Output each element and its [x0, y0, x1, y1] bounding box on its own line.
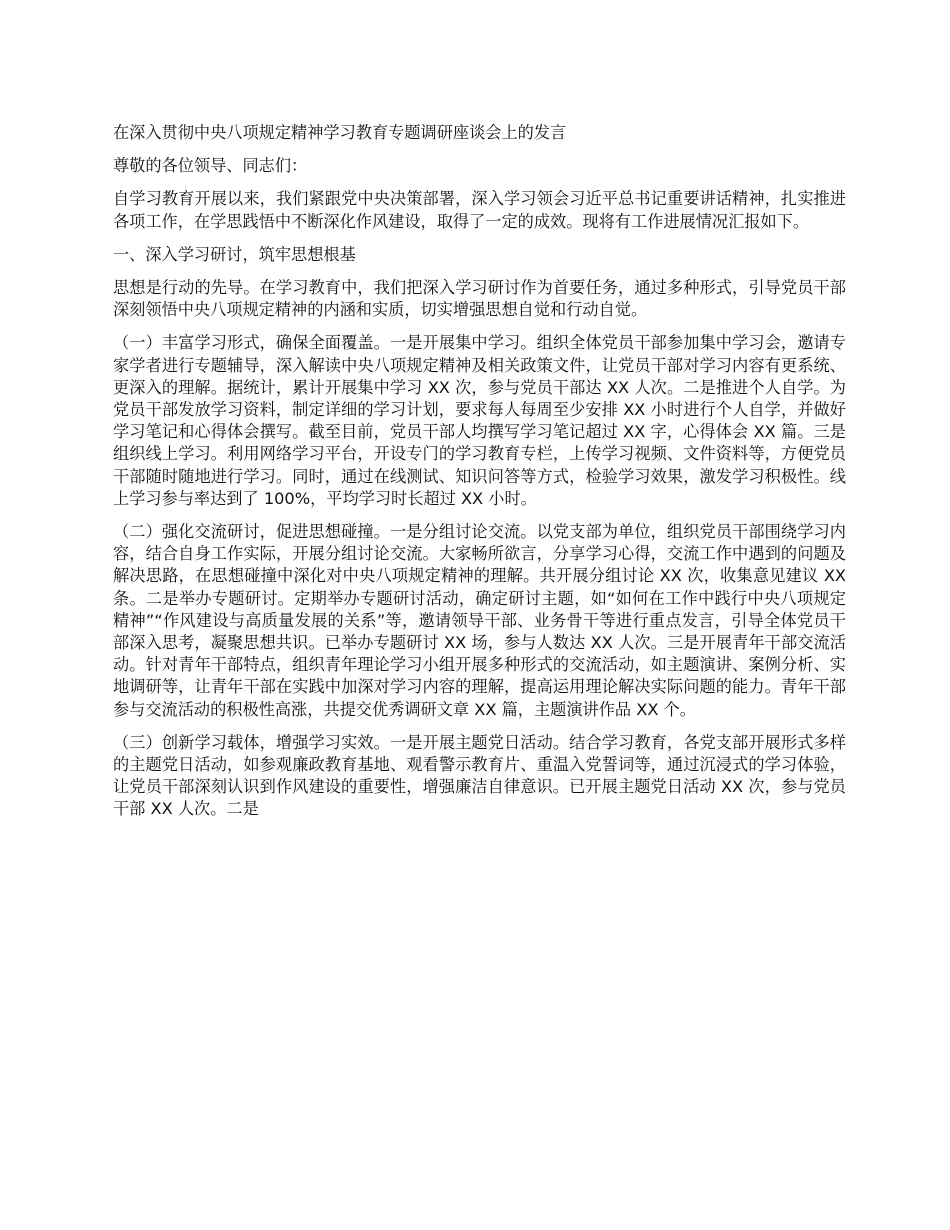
- salutation: 尊敬的各位领导、同志们：: [113, 156, 308, 176]
- section-1-intro-paragraph: 思想是行动的先导。在学习教育中，我们把深入学习研讨作为首要任务，通过多种形式，引导党员干部深刻领悟中央八项规定精神的内涵和实质，切实增强思想自觉和行动自觉。: [113, 278, 846, 320]
- subsection-3-paragraph: （三）创新学习载体，增强学习实效。一是开展主题党日活动。结合学习教育，各党支部开展形式多样的主题党日活动，如参观廉政教育基地、观看警示教育片、重温入党誓词等，通过沉浸式的学习体验，让党员干部深刻认识到作风建设的重要性，增强廉洁自律意识。已开展主题党日活动 XX 次，参与党员干部 XX 人次。二是: [113, 732, 846, 819]
- section-heading-1: 一、深入学习研讨，筑牢思想根基: [113, 244, 356, 264]
- subsection-2-paragraph: （二）强化交流研讨，促进思想碰撞。一是分组讨论交流。以党支部为单位，组织党员干部围绕学习内容，结合自身工作实际，开展分组讨论交流。大家畅所欲言，分享学习心得，交流工作中遇到的问题及解决思路，在思想碰撞中深化对中央八项规定精神的理解。共开展分组讨论 XX 次，收集意见建议 XX 条。二是举办专题研讨。定期举办专题研讨活动，确定研讨主题，如“如何在工作中践行中央八项规定精神”“作风建设与高质量发展的关系”等，邀请领导干部、业务骨干等进行重点发言，引导全体党员干部深入思考，凝聚思想共识。已举办专题研讨 XX 场，参与人数达 XX 人次。三是开展青年干部交流活动。针对青年干部特点，组织青年理论学习小组开展多种形式的交流活动，如主题演讲、案例分析、实地调研等，让青年干部在实践中加深对学习内容的理解，提高运用理论解决实际问题的能力。青年干部参与交流活动的积极性高涨，共提交优秀调研文章 XX 篇，主题演讲作品 XX 个。: [113, 522, 846, 719]
- document-page: [113, 122, 846, 832]
- subsection-1-paragraph: （一）丰富学习形式，确保全面覆盖。一是开展集中学习。组织全体党员干部参加集中学习会，邀请专家学者进行专题辅导，深入解读中央八项规定精神及相关政策文件，让党员干部对学习内容有更系统、更深入的理解。据统计，累计开展集中学习 XX 次，参与党员干部达 XX 人次。二是推进个人自学。为党员干部发放学习资料，制定详细的学习计划，要求每人每周至少安排 XX 小时进行个人自学，并做好学习笔记和心得体会撰写。截至目前，党员干部人均撰写学习笔记超过 XX 字，心得体会 XX 篇。三是组织线上学习。利用网络学习平台，开设专门的学习教育专栏，上传学习视频、文件资料等，方便党员干部随时随地进行学习。同时，通过在线测试、知识问答等方式，检验学习效果，激发学习积极性。线上学习参与率达到了 100%，平均学习时长超过 XX 小时。: [113, 333, 846, 508]
- document-title: 在深入贯彻中央八项规定精神学习教育专题调研座谈会上的发言: [113, 123, 567, 142]
- intro-paragraph: 自学习教育开展以来，我们紧跟党中央决策部署，深入学习领会习近平总书记重要讲话精神，扎实推进各项工作，在学思践悟中不断深化作风建设，取得了一定的成效。现将有工作进展情况汇报如下。: [113, 189, 846, 231]
